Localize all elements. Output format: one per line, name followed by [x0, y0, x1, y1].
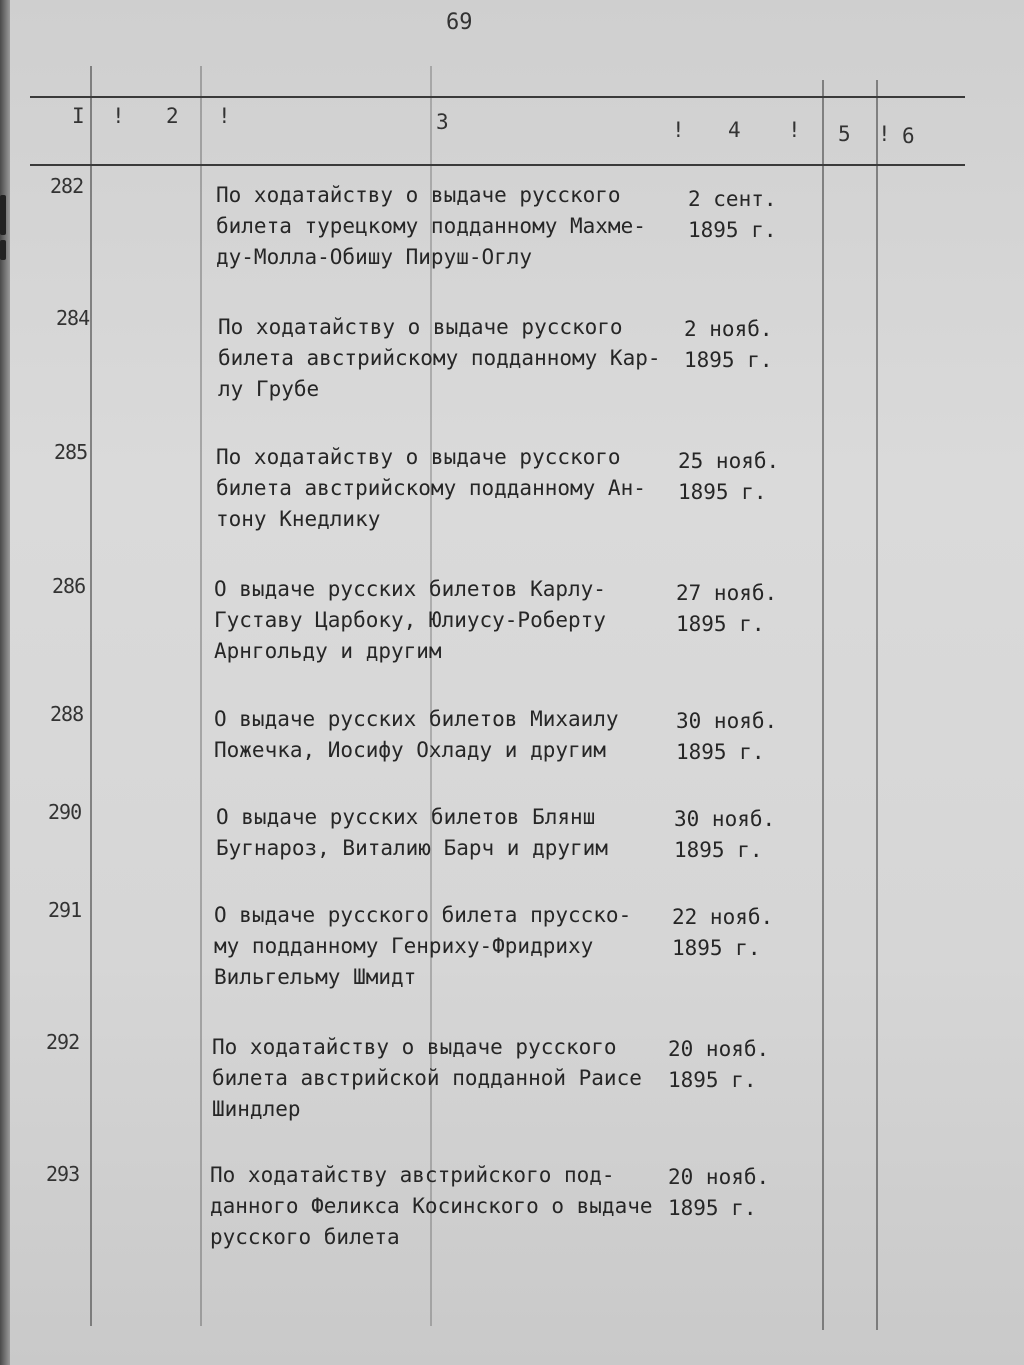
- case-number: 284: [56, 306, 90, 330]
- header-separator: !: [878, 122, 891, 146]
- header-top-rule: [30, 96, 965, 98]
- case-number: 292: [46, 1030, 80, 1054]
- case-date: 2 нояб. 1895 г.: [684, 317, 773, 372]
- case-date: 25 нояб. 1895 г.: [678, 449, 780, 504]
- header-col-1: I: [72, 104, 85, 128]
- header-bottom-rule: [30, 164, 965, 166]
- case-description: О выдаче русских билетов Блянш Бугнароз, Виталию Барч и другим: [216, 805, 608, 860]
- case-description: О выдаче русского билета прусско- му подданному Генриху-Фридриху Вильгельму Шмидт: [214, 903, 632, 989]
- case-description: По ходатайству о выдаче русского билета австрийскому подданному Ан- тону Кнедлику: [216, 445, 646, 531]
- case-date: 2 сент. 1895 г.: [688, 187, 777, 242]
- case-date: 22 нояб. 1895 г.: [672, 905, 774, 960]
- case-description: По ходатайству о выдаче русского билета австрийской подданной Раисе Шиндлер: [212, 1035, 642, 1121]
- case-number: 282: [50, 174, 84, 198]
- column-divider: [90, 66, 92, 1326]
- case-number: 293: [46, 1162, 80, 1186]
- header-col-2: 2: [166, 104, 179, 128]
- header-col-6: 6: [902, 124, 915, 148]
- case-description: По ходатайству австрийского под- данного Феликса Косинского о выдаче русского билета: [210, 1163, 653, 1249]
- case-description: О выдаче русских билетов Михаилу Пожечка, Иосифу Охладу и другим: [214, 707, 619, 762]
- case-number: 290: [48, 800, 82, 824]
- document-page: [10, 0, 1024, 1365]
- column-divider: [822, 80, 824, 1330]
- header-col-5: 5: [838, 122, 851, 146]
- case-number: 285: [54, 440, 88, 464]
- case-date: 30 нояб. 1895 г.: [674, 807, 776, 862]
- case-number: 291: [48, 898, 82, 922]
- case-date: 20 нояб. 1895 г.: [668, 1165, 770, 1220]
- binding-hole-mark: [0, 195, 6, 235]
- header-separator: !: [218, 104, 231, 128]
- header-separator: !: [788, 118, 801, 142]
- case-number: 288: [50, 702, 84, 726]
- header-col-4: 4: [728, 118, 741, 142]
- case-description: По ходатайству о выдаче русского билета турецкому подданному Махме- ду-Молла-Обишу Пируш-Оглу: [216, 183, 646, 269]
- case-number: 286: [52, 574, 86, 598]
- header-separator: !: [672, 118, 685, 142]
- column-divider: [200, 66, 202, 1326]
- case-date: 27 нояб. 1895 г.: [676, 581, 778, 636]
- column-divider: [876, 80, 878, 1330]
- case-date: 30 нояб. 1895 г.: [676, 709, 778, 764]
- binding-hole-mark: [0, 240, 6, 260]
- case-description: По ходатайству о выдаче русского билета австрийскому подданному Кар- лу Грубе: [218, 315, 661, 401]
- header-col-3: 3: [436, 110, 449, 134]
- header-separator: !: [112, 104, 125, 128]
- case-date: 20 нояб. 1895 г.: [668, 1037, 770, 1092]
- case-description: О выдаче русских билетов Карлу- Густаву Царбоку, Юлиусу-Роберту Арнгольду и другим: [214, 577, 606, 663]
- page-number: 69: [446, 10, 473, 35]
